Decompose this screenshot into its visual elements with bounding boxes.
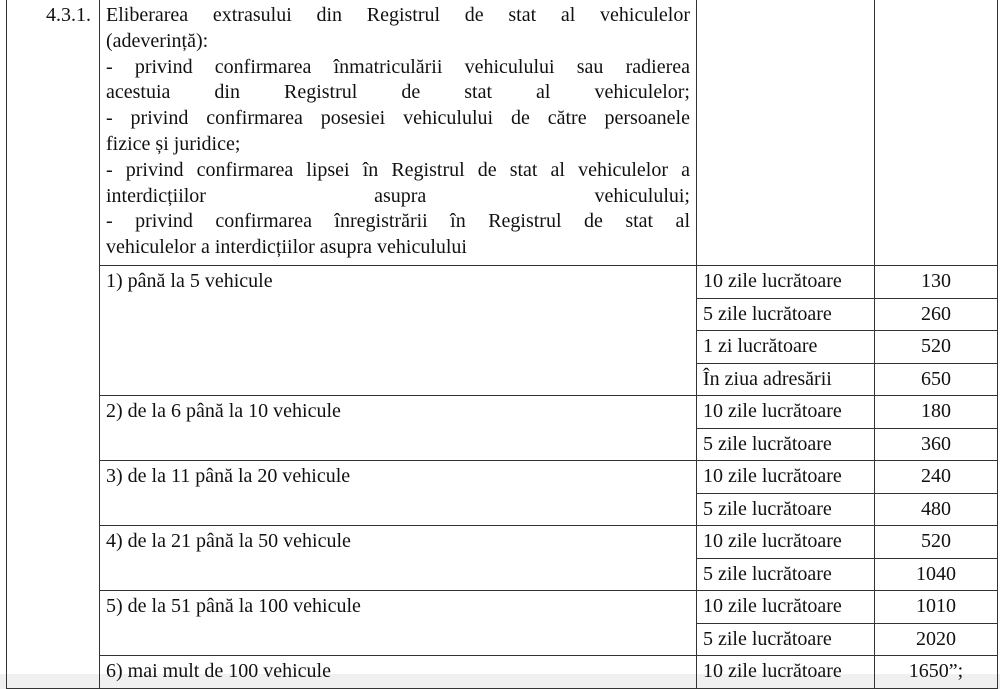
fee-amount: 240 [875, 461, 998, 494]
table-row [7, 396, 998, 429]
empty-cell [697, 0, 875, 266]
description-line: acestuia din Registrul de stat al vehiculelor; [106, 81, 690, 104]
fee-amount: 130 [875, 266, 998, 299]
fee-amount: 1010 [875, 591, 998, 624]
fee-amount: 650 [875, 363, 998, 396]
vehicle-count-range: 4) de la 21 până la 50 vehicule [100, 526, 697, 591]
fee-amount: 360 [875, 428, 998, 461]
item-number: 4.3.1. [7, 0, 100, 688]
table-row [7, 526, 998, 559]
description-line: - privind confirmarea înmatriculării vehiculului sau radierea [106, 55, 690, 78]
fee-amount: 520 [875, 331, 998, 364]
fee-amount: 1040 [875, 558, 998, 591]
processing-term: 5 zile lucrătoare [697, 428, 875, 461]
processing-term: 10 zile lucrătoare [697, 526, 875, 559]
processing-term: 10 zile lucrătoare [697, 591, 875, 624]
description-line: Eliberarea extrasului din Registrul de stat al vehiculelor [106, 4, 690, 26]
fee-amount: 260 [875, 298, 998, 331]
description-line: vehiculelor a interdicțiilor asupra vehiculului [106, 236, 467, 259]
table-row [7, 656, 998, 689]
processing-term: 5 zile lucrătoare [697, 558, 875, 591]
processing-term: 10 zile lucrătoare [697, 396, 875, 429]
table-row [7, 461, 998, 494]
processing-term: 10 zile lucrătoare [697, 656, 875, 689]
fee-amount: 1650”; [875, 656, 998, 689]
processing-term: 5 zile lucrătoare [697, 298, 875, 331]
processing-term: 1 zi lucrătoare [697, 331, 875, 364]
description-line: - privind confirmarea posesiei vehiculului de către persoanele [106, 107, 690, 130]
fee-amount: 520 [875, 526, 998, 559]
processing-term: 10 zile lucrătoare [697, 266, 875, 299]
description-line: - privind confirmarea lipsei în Registrul de stat al vehiculelor a [106, 158, 690, 181]
table-row [7, 591, 998, 624]
fee-amount: 2020 [875, 623, 998, 656]
fee-amount: 180 [875, 396, 998, 429]
item-description [100, 0, 697, 266]
description-line: (adeverință): [106, 29, 209, 52]
processing-term: 5 zile lucrătoare [697, 623, 875, 656]
table-row [7, 266, 998, 299]
vehicle-count-range: 5) de la 51 până la 100 vehicule [100, 591, 697, 656]
vehicle-count-range: 3) de la 11 până la 20 vehicule [100, 461, 697, 526]
description-line: interdicțiilor asupra vehiculului; [106, 184, 690, 207]
table-row [7, 0, 998, 266]
processing-term: 5 zile lucrătoare [697, 493, 875, 526]
fee-amount: 480 [875, 493, 998, 526]
processing-term: În ziua adresării [697, 363, 875, 396]
vehicle-count-range: 2) de la 6 până la 10 vehicule [100, 396, 697, 461]
fee-table [6, 0, 998, 689]
vehicle-count-range: 1) până la 5 vehicule [100, 266, 697, 396]
description-line: fizice și juridice; [106, 132, 241, 155]
empty-cell [875, 0, 998, 266]
processing-term: 10 zile lucrătoare [697, 461, 875, 494]
vehicle-count-range: 6) mai mult de 100 vehicule [100, 656, 697, 689]
description-line: - privind confirmarea înregistrării în Registrul de stat al [106, 210, 690, 233]
